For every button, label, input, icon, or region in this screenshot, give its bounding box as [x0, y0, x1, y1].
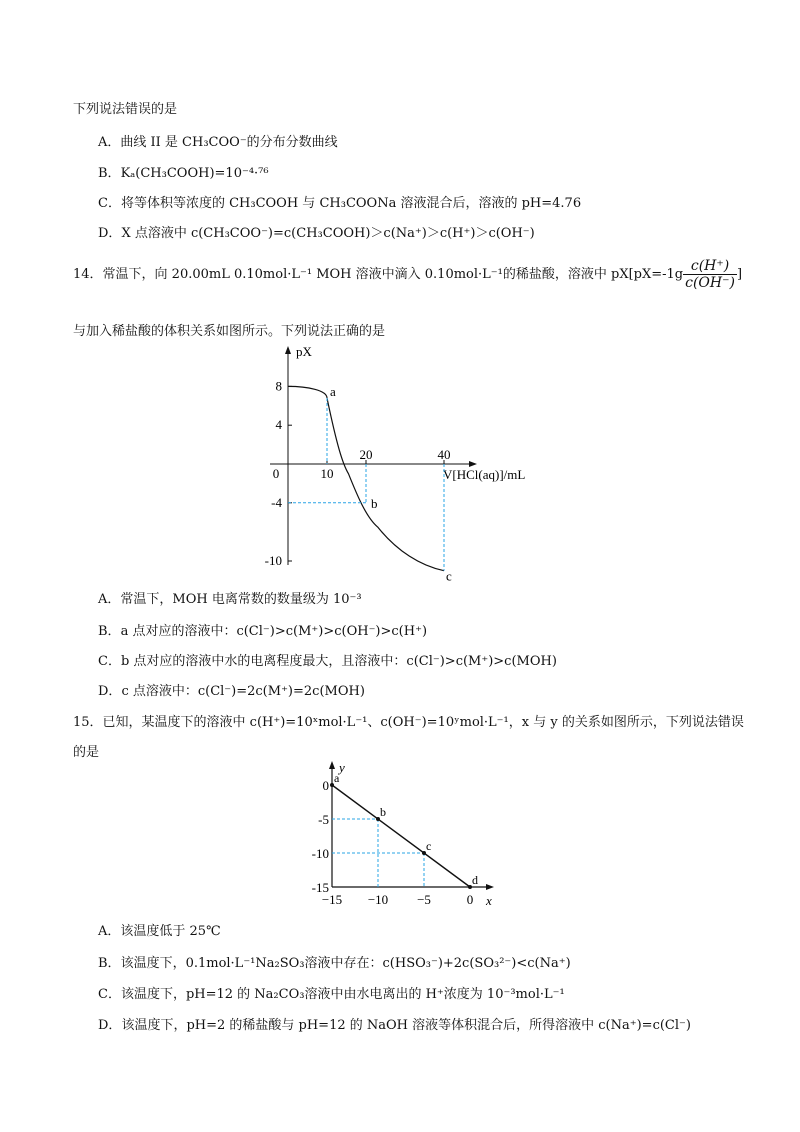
x-tick-label: 10: [320, 466, 334, 481]
point-label: c: [426, 839, 432, 853]
y-tick-label: 0: [322, 778, 329, 793]
y-axis-arrow: [329, 761, 335, 769]
q15-stem-2: 的是: [73, 745, 100, 760]
x-tick-label: 20: [359, 447, 373, 462]
q13-option-c: C．将等体积等浓度的 CH₃COOH 与 CH₃COONa 溶液混合后，溶液的 pH=4.76: [98, 196, 582, 211]
x-tick-label: −15: [321, 892, 343, 907]
q14-stem: 14．常温下，向 20.00mL 0.10mol·L⁻¹ MOH 溶液中滴入 0.10mol·L⁻¹的稀盐酸，溶液中 pX[pX=-1g $\frac{c(H^+)}{c(OH^-)}$ ]: [73, 258, 743, 291]
y-tick-label: 8: [275, 378, 282, 394]
x-tick-label: 0: [466, 892, 474, 907]
q14-option-d: D．c 点溶液中：c(Cl⁻)=2c(M⁺)=2c(MOH): [98, 684, 365, 699]
x-tick-label: 40: [437, 447, 451, 462]
point-label: d: [472, 873, 478, 887]
q13-option-a: A．曲线 II 是 CH₃COO⁻的分布分数曲线: [98, 135, 338, 150]
y-axis-label: y: [339, 760, 345, 775]
point-label-c: c: [446, 568, 452, 584]
point-label-a: a: [330, 384, 336, 400]
x-axis-label: V[HCl(aq)]/mL: [443, 467, 526, 482]
y-tick-label: -5: [318, 812, 329, 827]
q13-option-b: B．Kₐ(CH₃COOH)=10⁻⁴·⁷⁶: [98, 166, 269, 181]
point-label: a: [334, 771, 340, 785]
x-axis-arrow: [486, 884, 494, 890]
q14-curve: [288, 386, 444, 570]
q14-option-a: A．常温下，MOH 电离常数的数量级为 10⁻³: [98, 592, 362, 607]
q15-option-d: D．该温度下，pH=2 的稀盐酸与 pH=12 的 NaOH 溶液等体积混合后，所得溶液中 c(Na⁺)=c(Cl⁻): [98, 1018, 691, 1033]
y-tick-label: -15: [311, 880, 329, 895]
y-axis-arrow: [285, 346, 291, 354]
q15-line: [332, 785, 470, 887]
x-tick-label: −5: [417, 892, 431, 907]
q14-option-c: C．b 点对应的溶液中水的电离程度最大，且溶液中：c(Cl⁻)>c(M⁺)>c(MOH): [98, 654, 557, 669]
y-axis-label: pX: [296, 344, 312, 359]
q15-stem: 15．已知，某温度下的溶液中 c(H⁺)=10ˣmol·L⁻¹、c(OH⁻)=10ʸmol·L⁻¹，x 与 y 的关系如图所示，下列说法错误: [73, 715, 744, 730]
y-tick-label: -10: [311, 846, 329, 861]
x-axis-label: x: [486, 893, 492, 908]
q15-option-b: B．该温度下，0.1mol·L⁻¹Na₂SO₃溶液中存在：c(HSO₃⁻)+2c(SO₃²⁻)<c(Na⁺): [98, 956, 571, 971]
point-label: b: [380, 805, 386, 819]
q14-option-b: B．a 点对应的溶液中：c(Cl⁻)>c(M⁺)>c(OH⁻)>c(H⁺): [98, 624, 428, 639]
q13-option-d: D．X 点溶液中 c(CH₃COO⁻)=c(CH₃COOH)＞c(Na⁺)＞c(H⁺)＞c(OH⁻): [98, 226, 535, 241]
y-tick-label: 4: [275, 417, 282, 433]
q15-option-c: C．该温度下，pH=12 的 Na₂CO₃溶液中由水电离出的 H⁺浓度为 10⁻³mol·L⁻¹: [98, 987, 565, 1002]
q13-stem: 下列说法错误的是: [73, 102, 178, 117]
x-tick-label: −10: [367, 892, 389, 907]
y-tick-label: -4: [271, 494, 282, 510]
q15-option-a: A．该温度低于 25℃: [98, 924, 221, 939]
point-label-b: b: [371, 495, 378, 511]
q15-chart: [300, 760, 500, 910]
q14-chart: [255, 340, 555, 584]
x-tick-label: 0: [272, 466, 280, 481]
q14-stem-2: 与加入稀盐酸的体积关系如图所示。下列说法正确的是: [73, 324, 386, 339]
y-tick-label: -10: [264, 553, 282, 568]
q14-fraction: $\frac{c(H^+)}{c(OH^-)}$: [685, 258, 735, 291]
